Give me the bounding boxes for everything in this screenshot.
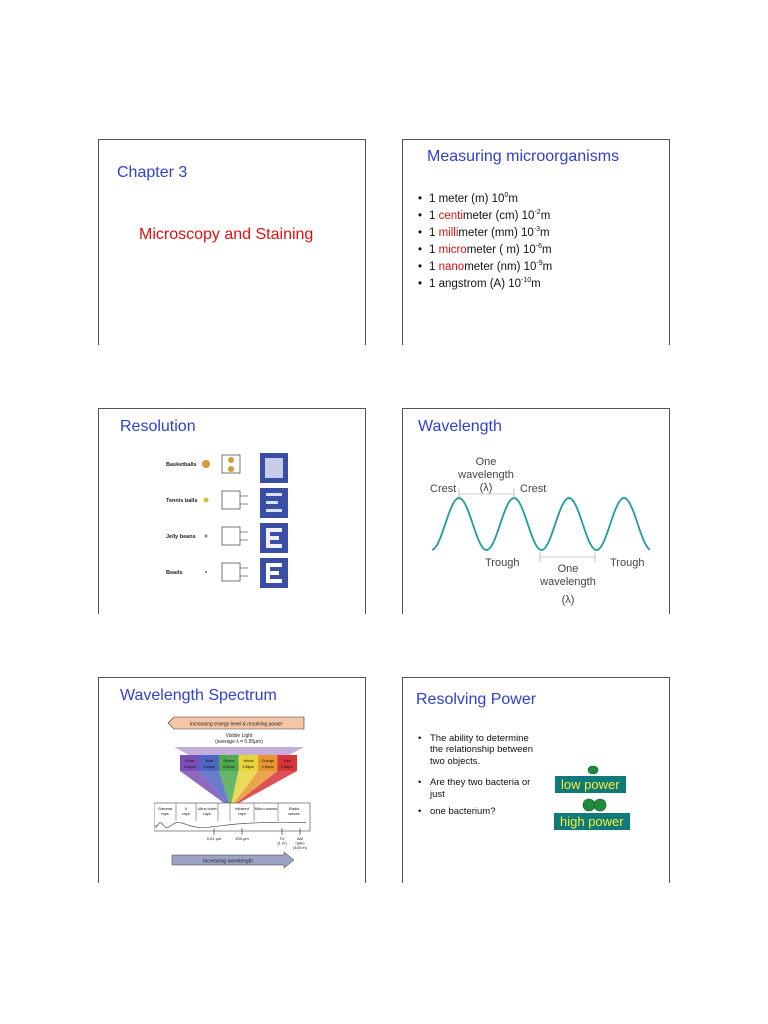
tick-label: AM — [297, 836, 303, 841]
trough-left-label: Trough — [485, 557, 520, 569]
slide-title: Resolution — [120, 418, 196, 435]
bullet-one-bacterium: • one bacterium? — [418, 806, 533, 817]
slide-subtitle: Microscopy and Staining — [139, 226, 314, 243]
unit-item: • 1 meter (m) $10^0m$ — [418, 193, 552, 205]
bead-icon — [205, 571, 207, 573]
bottom-one-label: One — [557, 563, 579, 575]
color-wavelength: 0.58μm — [242, 765, 255, 769]
crest-right-label: Crest — [520, 483, 547, 495]
resolving-power-bullets — [418, 733, 533, 823]
slide-measuring-microorganisms — [402, 139, 670, 345]
color-wavelength: 0.65μm — [281, 765, 294, 769]
jelly-bean-icon — [205, 535, 208, 538]
color-name: Orange — [261, 759, 275, 763]
bullet-ability: • The ability to determine the relationship between two objects. — [418, 733, 533, 767]
band-label: rays — [182, 811, 190, 816]
svg-text:Visible Light: Visible Light — [225, 733, 253, 739]
unit-item: • 1 nanometer (nm) $10^{-9}m$ — [418, 261, 552, 273]
tick-label: 100 μm — [235, 836, 249, 841]
slide-title: Measuring microorganisms — [427, 148, 620, 165]
color-wavelength: 0.52μm — [222, 765, 235, 769]
color-wavelength: 0.45μm — [203, 765, 216, 769]
unit-item: • 1 centimeter (cm) $10^{-2}m$ — [418, 210, 552, 222]
label-beads: Beads — [166, 570, 183, 576]
trough-right-label: Trough — [610, 557, 645, 569]
bullet-two-bacteria: • Are they two bacteria or just — [418, 777, 533, 800]
label-basketballs: Basketballs — [166, 462, 197, 468]
band-label: rays — [203, 811, 211, 816]
crest-left-label: Crest — [430, 483, 457, 495]
svg-text:Increasing wavelength: Increasing wavelength — [203, 858, 253, 865]
bottom-wavelength-label: wavelength — [540, 576, 596, 588]
low-power-label: low power — [555, 776, 626, 793]
band-label: Infrared — [235, 806, 249, 811]
top-lambda-label: (λ) — [479, 482, 493, 494]
bottom-lambda-label: (λ) — [561, 594, 575, 606]
unit-item: • 1 angstrom (A) $10^{-10}m$ — [418, 278, 552, 290]
sine-wave — [432, 498, 650, 550]
wave-diagram — [428, 452, 668, 612]
high-power-label: high power — [554, 813, 630, 830]
band-label: Ultra-violet — [197, 806, 217, 811]
band-label: Micro-waves — [254, 806, 278, 811]
two-bacteria-icon — [582, 798, 612, 814]
band-label: Gamma — [157, 806, 173, 811]
color-wavelength: 0.60μm — [261, 765, 274, 769]
color-name: Violet — [185, 759, 195, 763]
svg-text:Increasing energy level & reso: Increasing energy level & resolving power — [189, 721, 283, 728]
unit-list — [418, 193, 552, 295]
band-label: rays — [238, 811, 246, 816]
top-wavelength-label: wavelength — [458, 469, 514, 481]
slide-title: Wavelength — [418, 418, 502, 435]
tick-label: 0.01 μm — [206, 836, 222, 841]
tennis-ball-icon — [204, 498, 209, 503]
slide-resolution — [98, 408, 366, 614]
tick-label: (1 m) — [277, 840, 287, 846]
tick-label: TV — [279, 836, 285, 841]
label-tennis-balls: Tennis balls — [166, 498, 198, 504]
slide-wavelength-spectrum — [98, 677, 366, 883]
slide-title: Chapter 3 — [117, 164, 188, 181]
slide-title: Resolving Power — [416, 691, 537, 708]
basketball-icon — [202, 460, 210, 468]
color-name: Green — [223, 759, 235, 763]
top-one-label: One — [475, 456, 497, 468]
slide-resolving-power — [402, 677, 670, 883]
tick-label: radio — [295, 840, 305, 846]
tick-label: (100 m) — [293, 845, 307, 850]
slide-title: Wavelength Spectrum — [120, 687, 277, 704]
color-name: Yellow — [242, 759, 254, 763]
band-label: waves — [288, 811, 300, 816]
single-bacterium-icon — [586, 765, 606, 775]
band-label: Radio — [288, 806, 300, 811]
band-label: rays — [161, 811, 169, 816]
label-jelly-beans: Jelly beans — [166, 534, 196, 540]
spectrum-diagram — [154, 715, 354, 885]
band-label: X — [184, 806, 188, 811]
color-name: Blue — [205, 759, 214, 763]
unit-item: • 1 micrometer ( m) $10^{-6}m$ — [418, 244, 552, 256]
unit-item: • 1 millimeter (mm) $10^{-3}m$ — [418, 227, 552, 239]
resolution-illustration — [136, 448, 336, 598]
color-wavelength: 0.40μm — [183, 765, 196, 769]
color-name: Red — [283, 759, 291, 763]
svg-text:(average λ = 0.55μm): (average λ = 0.55μm) — [215, 739, 263, 745]
slide-chapter-3 — [98, 139, 366, 345]
slide-wavelength — [402, 408, 670, 614]
